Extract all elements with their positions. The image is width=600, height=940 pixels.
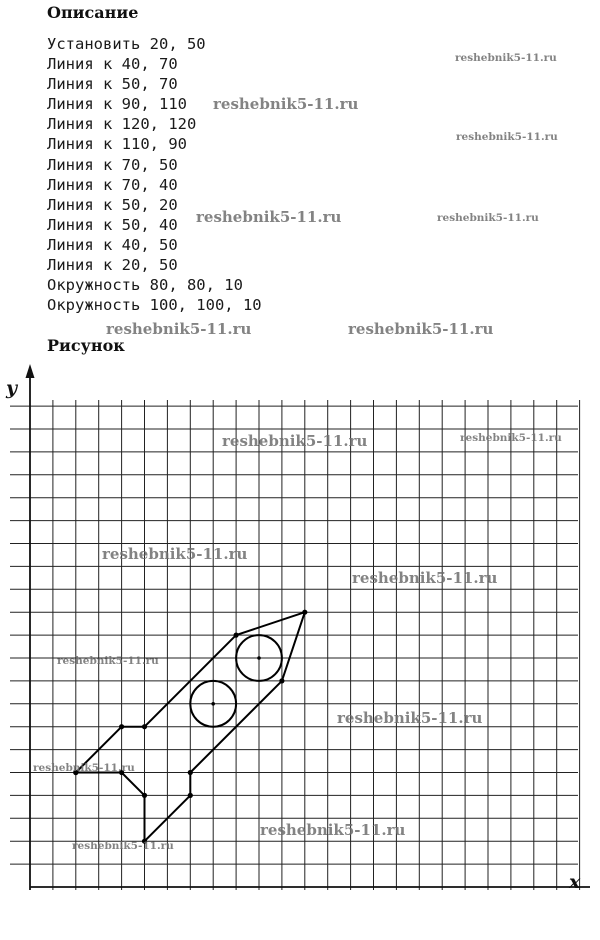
watermark: reshebnik5-11.ru: [33, 762, 135, 774]
command-line: Линия к 90, 110: [47, 95, 187, 114]
command-line: Линия к 50, 20: [47, 195, 178, 214]
watermark: reshebnik5-11.ru: [437, 212, 539, 224]
x-axis-label: x: [569, 871, 581, 893]
command-line: Линия к 120, 120: [47, 115, 197, 134]
command-line: Линия к 70, 40: [47, 175, 178, 194]
command-line: Линия к 50, 40: [47, 215, 178, 234]
vertex-point: [279, 678, 284, 683]
command-line: Линия к 40, 50: [47, 235, 178, 254]
command-line: Линия к 20, 50: [47, 256, 178, 275]
watermark: reshebnik5-11.ru: [102, 545, 248, 563]
command-line: Окружность 80, 80, 10: [47, 276, 243, 295]
vertex-point: [142, 724, 147, 729]
command-line: Установить 20, 50: [47, 35, 206, 53]
watermark: reshebnik5-11.ru: [352, 569, 498, 587]
command-line: Линия к 70, 50: [47, 155, 178, 174]
vertex-point: [188, 793, 193, 798]
command-line: Окружность 100, 100, 10: [47, 296, 262, 315]
vertex-point: [119, 724, 124, 729]
description-heading: Описание: [47, 3, 139, 22]
y-axis-arrow-icon: [26, 364, 35, 378]
circle-center-point: [257, 656, 261, 660]
vertex-point: [302, 610, 307, 615]
watermark: reshebnik5-11.ru: [213, 95, 359, 113]
watermark: reshebnik5-11.ru: [106, 320, 252, 338]
command-line: Линия к 40, 70: [47, 55, 178, 74]
command-line: Линия к 50, 70: [47, 75, 178, 94]
watermark: reshebnik5-11.ru: [72, 840, 174, 852]
watermark: reshebnik5-11.ru: [348, 320, 494, 338]
watermark: reshebnik5-11.ru: [337, 709, 483, 727]
watermark: reshebnik5-11.ru: [456, 131, 558, 143]
command-list: [47, 34, 262, 315]
watermark: reshebnik5-11.ru: [455, 52, 557, 64]
vertex-point: [142, 793, 147, 798]
watermark: reshebnik5-11.ru: [260, 821, 406, 839]
vertex-point: [188, 770, 193, 775]
vertex-point: [234, 633, 239, 638]
y-axis-label: y: [6, 377, 18, 399]
watermark: reshebnik5-11.ru: [222, 432, 368, 450]
circle-center-point: [211, 702, 215, 706]
watermark: reshebnik5-11.ru: [460, 432, 562, 444]
watermark: reshebnik5-11.ru: [196, 208, 342, 226]
picture-heading: Рисунок: [47, 336, 125, 355]
command-line: Линия к 110, 90: [47, 135, 187, 154]
watermark: reshebnik5-11.ru: [57, 655, 159, 667]
